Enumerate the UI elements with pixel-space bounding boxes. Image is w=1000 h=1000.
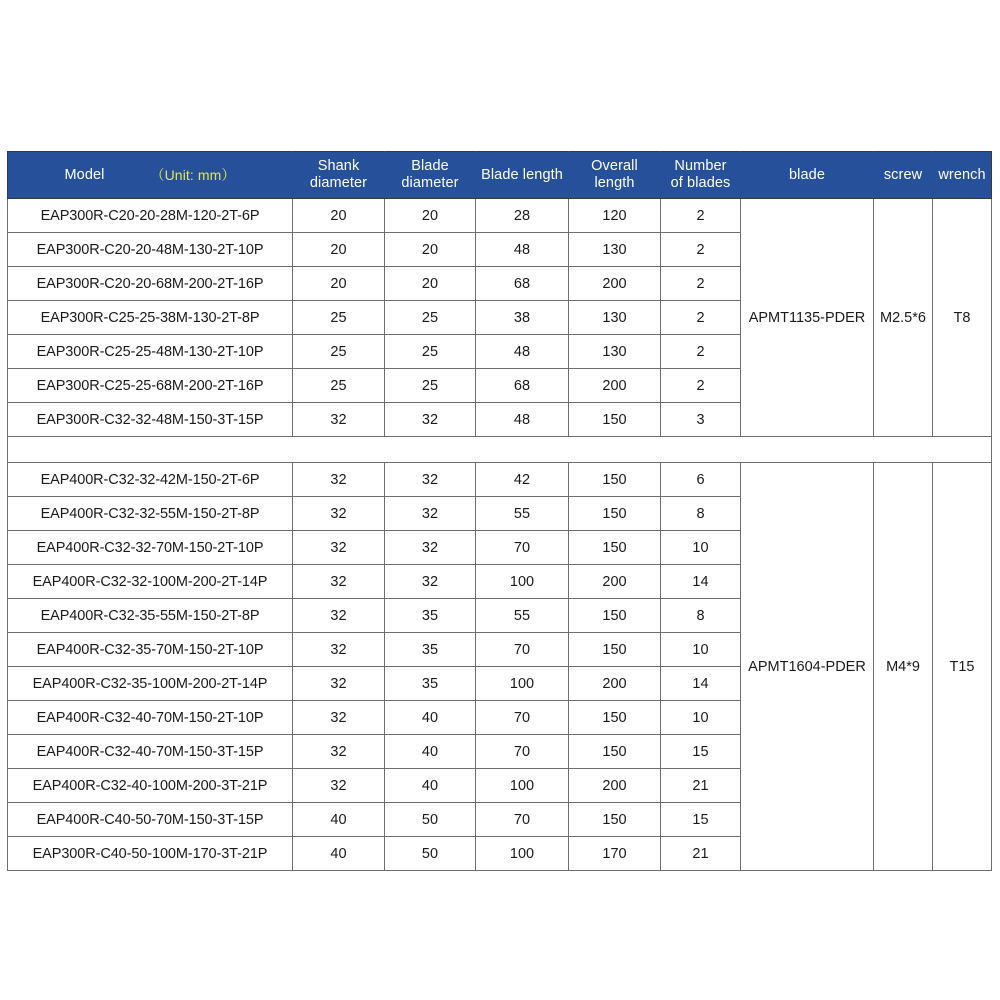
cell-blade-diameter: 20 xyxy=(385,199,476,233)
cell-overall-length: 150 xyxy=(569,633,661,667)
cell-model: EAP400R-C32-32-42M-150-2T-6P xyxy=(8,463,293,497)
group-separator-cell xyxy=(8,437,992,463)
cell-blade-length: 68 xyxy=(476,369,569,403)
cell-overall-length: 170 xyxy=(569,837,661,871)
cell-overall-length: 200 xyxy=(569,565,661,599)
cell-number-of-blades: 10 xyxy=(661,633,741,667)
cell-model: EAP300R-C25-25-68M-200-2T-16P xyxy=(8,369,293,403)
table-row xyxy=(8,463,992,497)
shank-head-line2: diameter xyxy=(309,175,368,191)
cell-blade-diameter: 40 xyxy=(385,769,476,803)
cell-shank-diameter: 25 xyxy=(293,301,385,335)
cell-model: EAP300R-C20-20-68M-200-2T-16P xyxy=(8,267,293,301)
blade-diameter-head-line2: diameter xyxy=(401,175,459,191)
cell-model: EAP300R-C40-50-100M-170-3T-21P xyxy=(8,837,293,871)
cell-model: EAP300R-C32-32-48M-150-3T-15P xyxy=(8,403,293,437)
cell-shank-diameter: 20 xyxy=(293,199,385,233)
cell-model: EAP400R-C32-35-55M-150-2T-8P xyxy=(8,599,293,633)
cell-number-of-blades: 10 xyxy=(661,701,741,735)
cell-blade-length: 68 xyxy=(476,267,569,301)
cell-model: EAP400R-C32-40-70M-150-3T-15P xyxy=(8,735,293,769)
cell-blade-diameter: 50 xyxy=(385,837,476,871)
column-header-blade: blade xyxy=(741,152,874,199)
cell-shank-diameter: 32 xyxy=(293,735,385,769)
cell-blade-length: 48 xyxy=(476,335,569,369)
cell-overall-length: 200 xyxy=(569,369,661,403)
cell-model: EAP400R-C32-35-70M-150-2T-10P xyxy=(8,633,293,667)
cell-blade-diameter: 35 xyxy=(385,667,476,701)
cell-shank-diameter: 32 xyxy=(293,599,385,633)
cell-blade-diameter: 35 xyxy=(385,633,476,667)
cell-shank-diameter: 32 xyxy=(293,633,385,667)
cell-blade-length: 48 xyxy=(476,233,569,267)
cell-blade-diameter: 20 xyxy=(385,267,476,301)
cell-number-of-blades: 2 xyxy=(661,335,741,369)
cell-blade-diameter: 50 xyxy=(385,803,476,837)
cell-blade-diameter: 20 xyxy=(385,233,476,267)
column-header-model xyxy=(8,152,293,199)
overall-head-line1: Overall xyxy=(591,158,638,174)
cell-wrench: T15 xyxy=(933,463,992,871)
cell-blade-length: 48 xyxy=(476,403,569,437)
cell-overall-length: 200 xyxy=(569,267,661,301)
cell-overall-length: 150 xyxy=(569,599,661,633)
cell-number-of-blades: 2 xyxy=(661,233,741,267)
cell-shank-diameter: 40 xyxy=(293,837,385,871)
cell-blade-diameter: 32 xyxy=(385,463,476,497)
cell-number-of-blades: 3 xyxy=(661,403,741,437)
column-header-overall-length xyxy=(569,152,661,199)
cell-blade: APMT1604-PDER xyxy=(741,463,874,871)
cell-shank-diameter: 32 xyxy=(293,667,385,701)
cell-shank-diameter: 25 xyxy=(293,369,385,403)
number-head-line2: of blades xyxy=(670,175,731,191)
cell-blade-length: 100 xyxy=(476,769,569,803)
cell-number-of-blades: 8 xyxy=(661,497,741,531)
cell-model: EAP400R-C32-35-100M-200-2T-14P xyxy=(8,667,293,701)
cell-overall-length: 150 xyxy=(569,803,661,837)
cell-overall-length: 130 xyxy=(569,301,661,335)
cell-overall-length: 130 xyxy=(569,335,661,369)
specification-table xyxy=(7,151,992,871)
cell-model: EAP400R-C32-32-70M-150-2T-10P xyxy=(8,531,293,565)
cell-number-of-blades: 21 xyxy=(661,837,741,871)
cell-model: EAP300R-C20-20-48M-130-2T-10P xyxy=(8,233,293,267)
cell-model: EAP400R-C32-32-55M-150-2T-8P xyxy=(8,497,293,531)
cell-shank-diameter: 32 xyxy=(293,403,385,437)
cell-model: EAP300R-C20-20-28M-120-2T-6P xyxy=(8,199,293,233)
cell-overall-length: 200 xyxy=(569,769,661,803)
cell-blade-length: 70 xyxy=(476,701,569,735)
cell-blade-length: 100 xyxy=(476,837,569,871)
cell-model: EAP400R-C40-50-70M-150-3T-15P xyxy=(8,803,293,837)
cell-screw: M4*9 xyxy=(874,463,933,871)
cell-shank-diameter: 25 xyxy=(293,335,385,369)
cell-blade-length: 70 xyxy=(476,735,569,769)
column-header-screw: screw xyxy=(874,152,933,199)
table-row xyxy=(8,199,992,233)
cell-model: EAP400R-C32-40-70M-150-2T-10P xyxy=(8,701,293,735)
number-head-line1: Number xyxy=(674,158,727,174)
cell-number-of-blades: 10 xyxy=(661,531,741,565)
cell-overall-length: 150 xyxy=(569,403,661,437)
cell-number-of-blades: 14 xyxy=(661,565,741,599)
cell-overall-length: 200 xyxy=(569,667,661,701)
column-header-model-label: Model xyxy=(64,166,105,183)
cell-shank-diameter: 32 xyxy=(293,497,385,531)
column-header-wrench: wrench xyxy=(933,152,992,199)
cell-overall-length: 130 xyxy=(569,233,661,267)
cell-blade-length: 70 xyxy=(476,633,569,667)
group-separator-row xyxy=(8,437,992,463)
cell-blade-diameter: 32 xyxy=(385,403,476,437)
unit-note: （Unit: mm） xyxy=(150,166,236,183)
table-header xyxy=(8,152,992,199)
cell-model: EAP300R-C25-25-48M-130-2T-10P xyxy=(8,335,293,369)
blade-diameter-head-line1: Blade xyxy=(411,158,449,174)
cell-number-of-blades: 21 xyxy=(661,769,741,803)
cell-model: EAP400R-C32-40-100M-200-3T-21P xyxy=(8,769,293,803)
cell-overall-length: 120 xyxy=(569,199,661,233)
cell-blade-length: 70 xyxy=(476,803,569,837)
cell-blade-length: 100 xyxy=(476,565,569,599)
cell-blade-length: 55 xyxy=(476,599,569,633)
cell-wrench: T8 xyxy=(933,199,992,437)
cell-blade-length: 100 xyxy=(476,667,569,701)
cell-blade-length: 55 xyxy=(476,497,569,531)
cell-blade-diameter: 32 xyxy=(385,565,476,599)
cell-number-of-blades: 15 xyxy=(661,735,741,769)
cell-blade-diameter: 25 xyxy=(385,369,476,403)
cell-number-of-blades: 2 xyxy=(661,267,741,301)
table-header-row xyxy=(8,152,992,199)
cell-overall-length: 150 xyxy=(569,463,661,497)
cell-shank-diameter: 32 xyxy=(293,701,385,735)
cell-shank-diameter: 20 xyxy=(293,267,385,301)
cell-number-of-blades: 6 xyxy=(661,463,741,497)
cell-number-of-blades: 2 xyxy=(661,301,741,335)
cell-model: EAP300R-C25-25-38M-130-2T-8P xyxy=(8,301,293,335)
spec-table-container xyxy=(7,151,991,871)
cell-number-of-blades: 15 xyxy=(661,803,741,837)
cell-blade-diameter: 25 xyxy=(385,301,476,335)
cell-overall-length: 150 xyxy=(569,497,661,531)
cell-shank-diameter: 32 xyxy=(293,565,385,599)
column-header-blade-diameter xyxy=(385,152,476,199)
cell-shank-diameter: 32 xyxy=(293,531,385,565)
cell-blade-diameter: 35 xyxy=(385,599,476,633)
cell-blade-length: 70 xyxy=(476,531,569,565)
cell-blade-diameter: 32 xyxy=(385,531,476,565)
cell-overall-length: 150 xyxy=(569,735,661,769)
cell-number-of-blades: 14 xyxy=(661,667,741,701)
cell-screw: M2.5*6 xyxy=(874,199,933,437)
cell-blade-length: 42 xyxy=(476,463,569,497)
overall-head-line2: length xyxy=(594,175,635,191)
column-header-number-of-blades xyxy=(661,152,741,199)
cell-shank-diameter: 20 xyxy=(293,233,385,267)
cell-overall-length: 150 xyxy=(569,701,661,735)
cell-model: EAP400R-C32-32-100M-200-2T-14P xyxy=(8,565,293,599)
cell-blade-diameter: 40 xyxy=(385,701,476,735)
table-body xyxy=(8,199,992,871)
cell-number-of-blades: 2 xyxy=(661,199,741,233)
cell-number-of-blades: 8 xyxy=(661,599,741,633)
column-header-blade-length: Blade length xyxy=(476,152,569,199)
cell-overall-length: 150 xyxy=(569,531,661,565)
cell-blade-diameter: 25 xyxy=(385,335,476,369)
shank-head-line1: Shank xyxy=(317,158,360,174)
column-header-shank-diameter xyxy=(293,152,385,199)
cell-blade-length: 28 xyxy=(476,199,569,233)
cell-shank-diameter: 32 xyxy=(293,769,385,803)
cell-number-of-blades: 2 xyxy=(661,369,741,403)
cell-blade: APMT1135-PDER xyxy=(741,199,874,437)
cell-shank-diameter: 40 xyxy=(293,803,385,837)
cell-blade-diameter: 32 xyxy=(385,497,476,531)
cell-blade-diameter: 40 xyxy=(385,735,476,769)
cell-blade-length: 38 xyxy=(476,301,569,335)
cell-shank-diameter: 32 xyxy=(293,463,385,497)
